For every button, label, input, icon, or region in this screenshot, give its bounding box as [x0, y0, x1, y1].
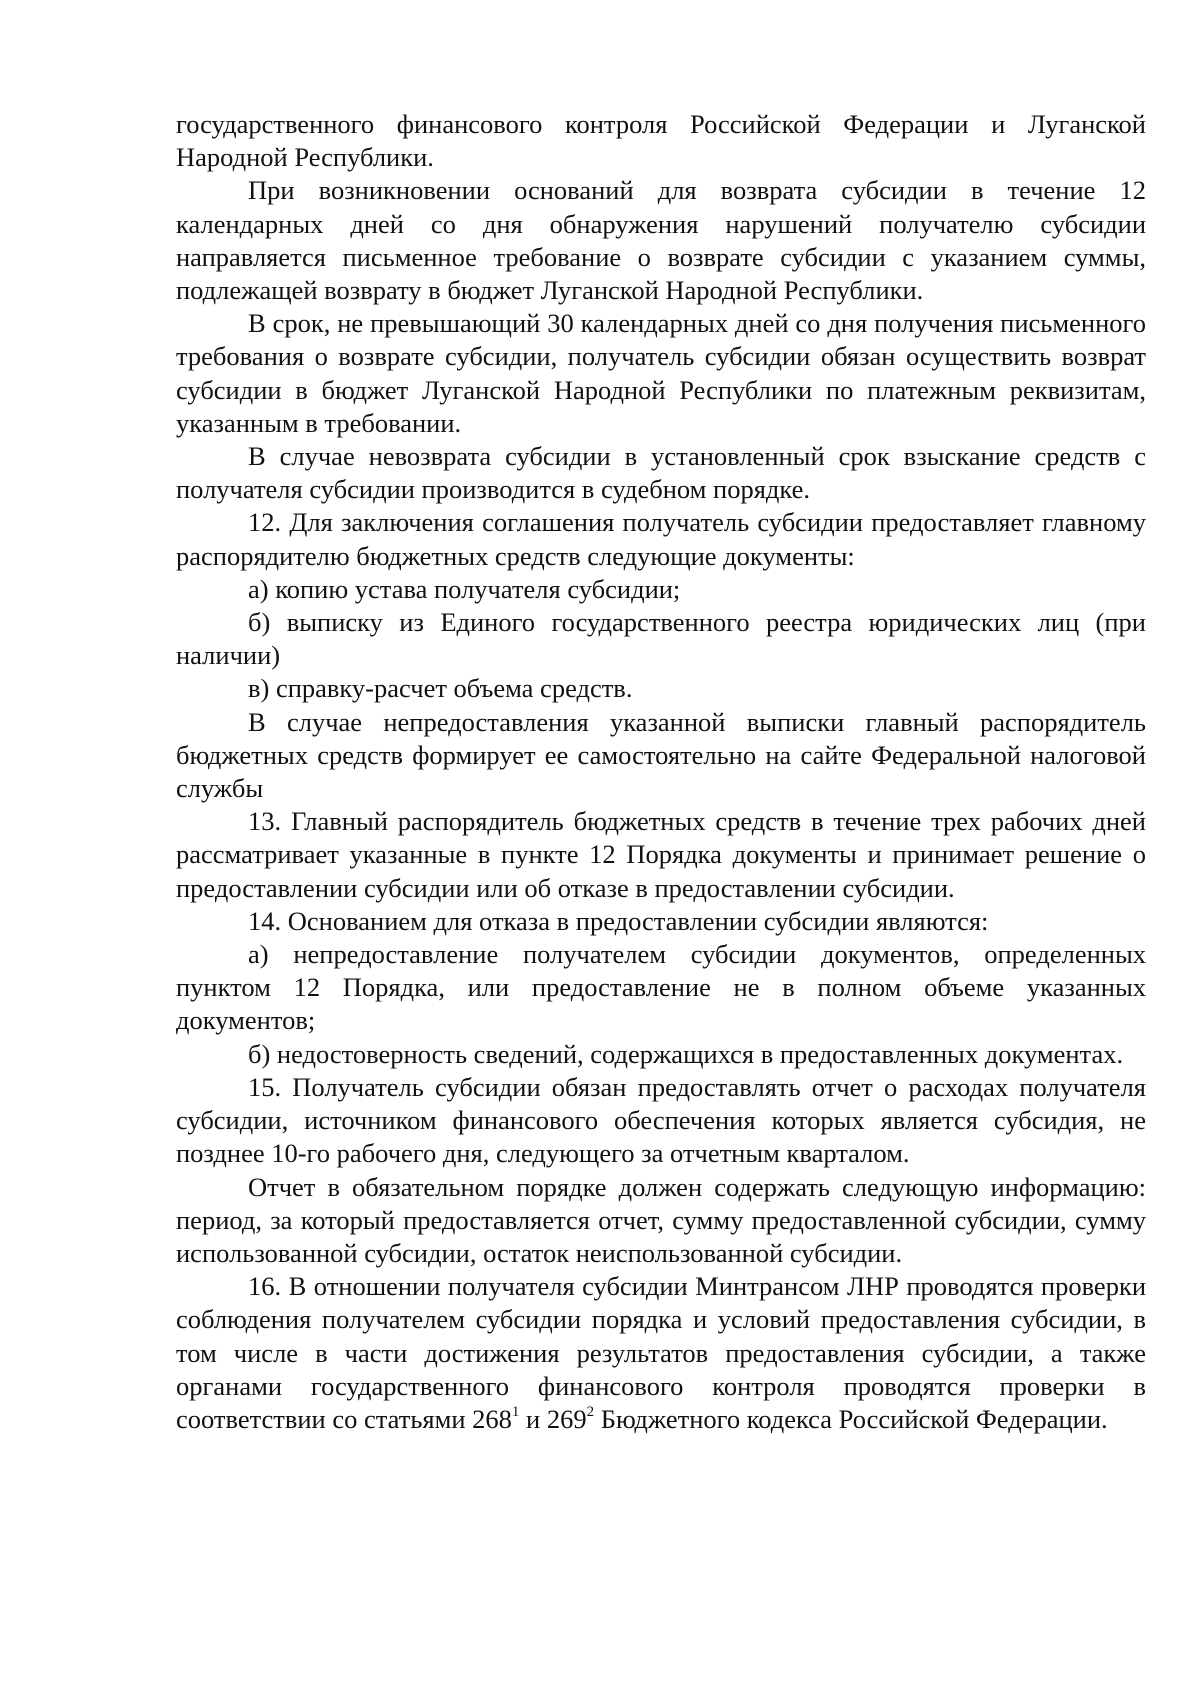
paragraph-non-return: В случае невозврата субсидии в установленный срок взыскание средств с получателя субсидии производится в судебном порядке. — [176, 441, 1146, 505]
paragraph-item-12: 12. Для заключения соглашения получатель субсидии предоставляет главному распорядителю бюджетных средств следующие документы: — [176, 507, 1146, 571]
item-16-ending: Бюджетного кодекса Российской Федерации. — [594, 1403, 1108, 1434]
paragraph-item-15: 15. Получатель субсидии обязан предоставлять отчет о расходах получателя субсидии, источником финансового обеспечения которых является субсидия, не позднее 10-го рабочего дня, следующего за отчетным кварталом. — [176, 1071, 1146, 1169]
paragraph-report-contents: Отчет в обязательном порядке должен содержать следующую информацию: период, за который предоставляется отчет, сумму предоставленной субсидии, сумму использованной субсидии, остаток неиспользованной субсидии. — [176, 1171, 1146, 1268]
paragraph-item-13: 13. Главный распорядитель бюджетных средств в течение трех рабочих дней рассматривает указанные в пункте 12 Порядка документы и принимает решение о предоставлении субсидии или об отказе в предоставлении субсидии. — [176, 806, 1146, 903]
item-16-text: 16. В отношении получателя субсидии Минтрансом ЛНР проводятся проверки соблюдения получателем субсидии порядка и условий предоставления субсидии, в том числе в части достижения результатов предоставления субсидии, а также органами государственного финансового контроля проводятся проверки в соответствии со статьями — [176, 1271, 1146, 1434]
paragraph-continuation: государственного финансового контроля Российской Федерации и Луганской Народной Республики. — [176, 109, 1146, 173]
paragraph-item-14: 14. Основанием для отказа в предоставлении субсидии являются: — [248, 905, 989, 936]
paragraph-item-14-a: а) непредоставление получателем субсидии документов, определенных пунктом 12 Порядка, или предоставление не в полном объеме указанных документов; — [176, 939, 1146, 1036]
paragraph-item-16 — [176, 1270, 1146, 1436]
article-269-superscript: 2 — [586, 1404, 595, 1421]
paragraph-item-12-c: в) справку-расчет объема средств. — [248, 673, 633, 704]
article-268: 268 — [472, 1403, 512, 1434]
document-page — [176, 108, 1146, 1436]
paragraph-return-grounds: При возникновении оснований для возврата субсидии в течение 12 календарных дней со дня обнаружения нарушений получателю субсидии направляется письменное требование о возврате субсидии с указанием суммы, подлежащей возврату в бюджет Луганской Народной Республики. — [176, 175, 1146, 306]
paragraph-return-deadline: В срок, не превышающий 30 календарных дней со дня получения письменного требования о возврате субсидии, получатель субсидии обязан осуществить возврат субсидии в бюджет Луганской Народной Республики по платежным реквизитам, указанным в требовании. — [176, 308, 1146, 438]
article-269: 269 — [546, 1403, 587, 1434]
paragraph-extract-note: В случае непредоставления указанной выписки главный распорядитель бюджетных средств формирует ее самостоятельно на сайте Федеральной налоговой службы — [176, 706, 1146, 804]
paragraph-item-12-b: б) выписку из Единого государственного реестра юридических лиц (при наличии) — [176, 607, 1146, 671]
paragraph-item-14-b: б) недостоверность сведений, содержащихся в предоставленных документах. — [248, 1038, 1124, 1069]
paragraph-item-12-a: а) копию устава получателя субсидии; — [248, 573, 681, 604]
article-268-superscript: 1 — [511, 1404, 520, 1421]
conjunction-text: и — [519, 1403, 547, 1434]
